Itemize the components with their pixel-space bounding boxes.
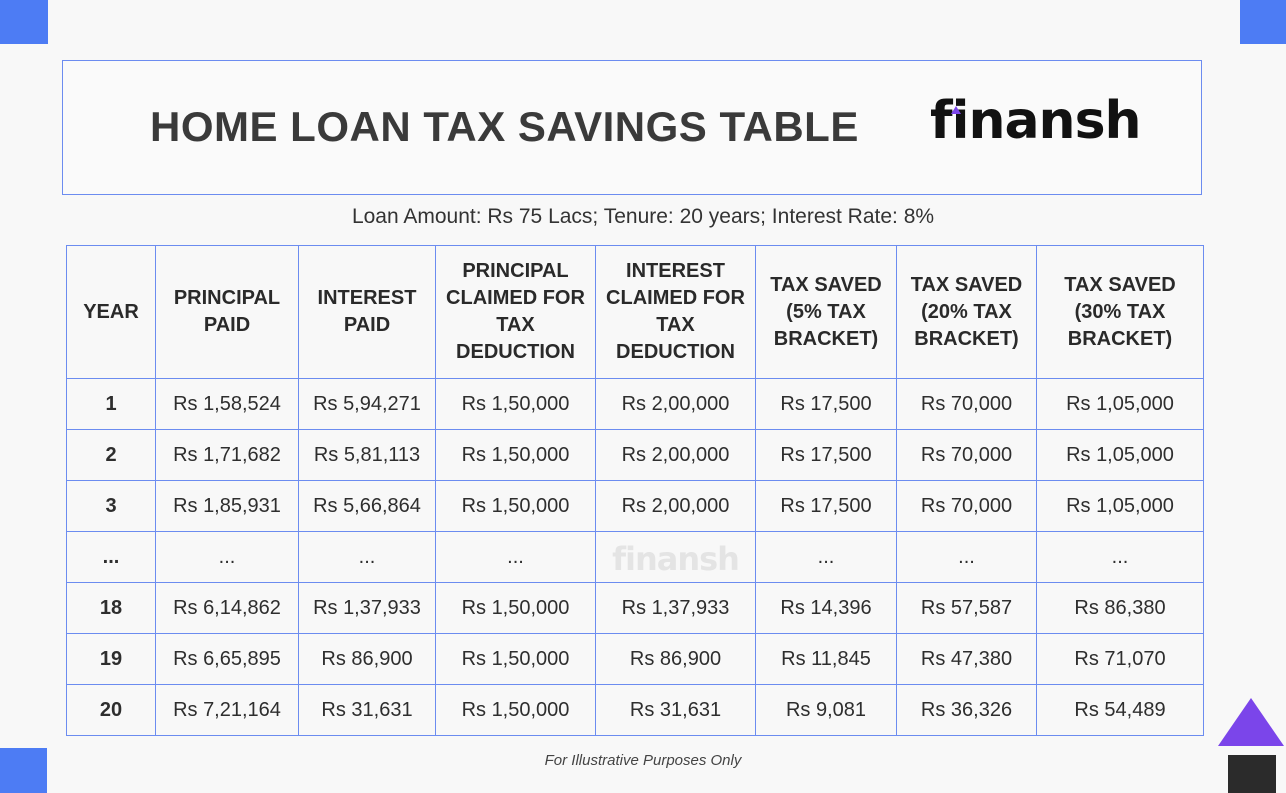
- table-cell: Rs 1,50,000: [436, 634, 596, 685]
- table-cell: Rs 17,500: [756, 379, 897, 430]
- table-cell: Rs 17,500: [756, 430, 897, 481]
- table-cell: Rs 2,00,000: [596, 430, 756, 481]
- column-header-year: YEAR: [67, 246, 156, 379]
- table-cell: Rs 1,05,000: [1037, 379, 1204, 430]
- loan-details-subtitle: Loan Amount: Rs 75 Lacs; Tenure: 20 years; Interest Rate: 8%: [351, 205, 935, 228]
- table-cell: Rs 11,845: [756, 634, 897, 685]
- table-cell: Rs 5,81,113: [299, 430, 436, 481]
- table-cell: Rs 86,380: [1037, 583, 1204, 634]
- table-cell: Rs 86,900: [596, 634, 756, 685]
- header-box: [62, 60, 1202, 195]
- table-cell: Rs 1,85,931: [156, 481, 299, 532]
- table-cell: Rs 2,00,000: [596, 481, 756, 532]
- table-cell: Rs 1,05,000: [1037, 430, 1204, 481]
- tax-savings-table: [66, 245, 1204, 736]
- table-row-ellipsis: [67, 532, 1204, 583]
- table-cell: Rs 1,50,000: [436, 379, 596, 430]
- year-cell: 1: [67, 379, 156, 430]
- table-row: [67, 481, 1204, 532]
- illustrative-footnote: For Illustrative Purposes Only: [544, 752, 742, 769]
- table-cell: Rs 7,21,164: [156, 685, 299, 736]
- triangle-decoration: [1218, 698, 1284, 746]
- table-row: [67, 379, 1204, 430]
- table-cell: ...: [156, 532, 299, 583]
- column-header-principal-claimed: PRINCIPAL CLAIMED FOR TAX DEDUCTION: [436, 246, 596, 379]
- table-cell: Rs 1,50,000: [436, 430, 596, 481]
- table-cell: Rs 1,50,000: [436, 481, 596, 532]
- table-cell: Rs 57,587: [897, 583, 1037, 634]
- year-cell: 19: [67, 634, 156, 685]
- table-cell: ...: [1037, 532, 1204, 583]
- table-cell: Rs 70,000: [897, 379, 1037, 430]
- column-header-tax-saved-20: TAX SAVED (20% TAX BRACKET): [897, 246, 1037, 379]
- table-header-row: [67, 246, 1204, 379]
- year-cell: 20: [67, 685, 156, 736]
- table-cell: Rs 86,900: [299, 634, 436, 685]
- column-header-interest-paid: INTEREST PAID: [299, 246, 436, 379]
- table-row: [67, 634, 1204, 685]
- table-cell: Rs 70,000: [897, 430, 1037, 481]
- corner-decoration-top-right: [1240, 0, 1286, 44]
- table-cell: Rs 2,00,000: [596, 379, 756, 430]
- table-cell: Rs 14,396: [756, 583, 897, 634]
- table-cell: Rs 1,37,933: [299, 583, 436, 634]
- table-row: [67, 583, 1204, 634]
- table-row: [67, 430, 1204, 481]
- table-cell: Rs 47,380: [897, 634, 1037, 685]
- table-cell: Rs 71,070: [1037, 634, 1204, 685]
- column-header-interest-claimed: INTEREST CLAIMED FOR TAX DEDUCTION: [596, 246, 756, 379]
- table-cell: ...: [756, 532, 897, 583]
- table-cell: Rs 54,489: [1037, 685, 1204, 736]
- table-cell-watermark: [596, 532, 756, 583]
- table-cell: ...: [897, 532, 1037, 583]
- table-cell: Rs 1,58,524: [156, 379, 299, 430]
- table-cell: Rs 31,631: [596, 685, 756, 736]
- year-cell: 18: [67, 583, 156, 634]
- page-title: HOME LOAN TAX SAVINGS TABLE: [150, 103, 859, 150]
- table-cell: Rs 1,50,000: [436, 583, 596, 634]
- table-row: [67, 685, 1204, 736]
- year-cell: ...: [67, 532, 156, 583]
- table-cell: Rs 70,000: [897, 481, 1037, 532]
- brand-logo: finansh: [930, 91, 1141, 151]
- watermark-logo: finansh: [612, 540, 739, 578]
- table-cell: ...: [299, 532, 436, 583]
- table-cell: Rs 1,05,000: [1037, 481, 1204, 532]
- column-header-tax-saved-30: TAX SAVED (30% TAX BRACKET): [1037, 246, 1204, 379]
- year-cell: 3: [67, 481, 156, 532]
- table-cell: Rs 1,37,933: [596, 583, 756, 634]
- table-cell: ...: [436, 532, 596, 583]
- table-cell: Rs 17,500: [756, 481, 897, 532]
- year-cell: 2: [67, 430, 156, 481]
- table-cell: Rs 1,50,000: [436, 685, 596, 736]
- corner-decoration-top-left: [0, 0, 48, 44]
- table-cell: Rs 6,65,895: [156, 634, 299, 685]
- column-header-principal-paid: PRINCIPAL PAID: [156, 246, 299, 379]
- table-cell: Rs 1,71,682: [156, 430, 299, 481]
- table-cell: Rs 5,94,271: [299, 379, 436, 430]
- table-cell: Rs 36,326: [897, 685, 1037, 736]
- table-cell: Rs 5,66,864: [299, 481, 436, 532]
- table-cell: Rs 9,081: [756, 685, 897, 736]
- column-header-tax-saved-5: TAX SAVED (5% TAX BRACKET): [756, 246, 897, 379]
- table-cell: Rs 31,631: [299, 685, 436, 736]
- logo-accent-triangle: [951, 106, 961, 114]
- table-cell: Rs 6,14,862: [156, 583, 299, 634]
